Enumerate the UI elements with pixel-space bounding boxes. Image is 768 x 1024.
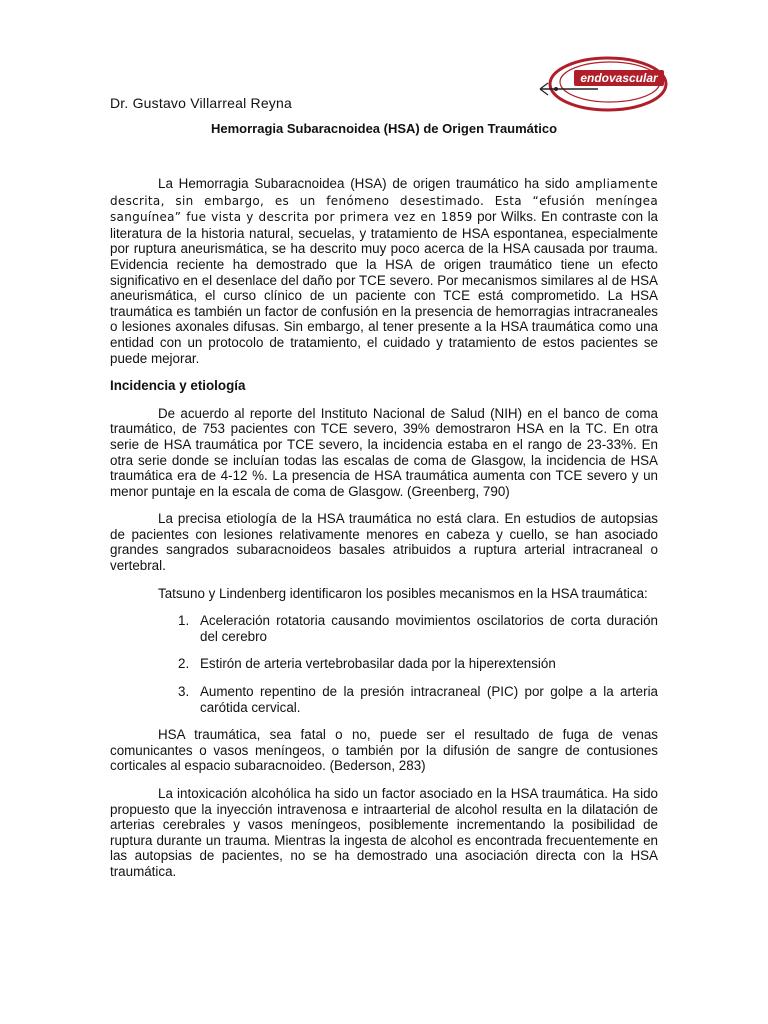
list-item-text: Aumento repentino de la presión intracraneal (PIC) por golpe a la arteria carótida cervical. (200, 684, 658, 715)
paragraph-alcohol: La intoxicación alcohólica ha sido un factor asociado en la HSA traumática. Ha sido propuesto que la inyección intravenosa e intraarterial de alcohol resulta en la dilatación de arterias cerebrales y vasos meníngeos, posiblemente incrementando la posibilidad de ruptura durante un trauma. Mientras la ingesta de alcohol es encontrada frecuentemente en las autopsias de pacientes, no se ha demostrado una asociación directa con la HSA traumática. (110, 786, 658, 879)
intro-text-3: por Wilks. En contraste con la literatura de la historia natural, secuelas, y tratamiento de HSA espontanea, especialmente por ruptura aneurismática, se ha descrito muy poco acerca de la HSA causada por trauma. Evidencia reciente ha demostrado que la HSA de origen traumático tiene un efecto significativo en el desenlace del daño por TCE severo. Por mecanismos similares al de HSA aneurismática, el curso clínico de un paciente con TCE está comprometido. La HSA traumática es también un factor de confusión en la presencia de hemorragias intracraneales o lesiones axonales difusas. Sin embargo, al tener presente a la HSA traumática como una entidad con un protocolo de tratamiento, el cuidado y tratamiento de estos pacientes se puede mejorar. (110, 209, 658, 366)
endovascular-logo (538, 48, 670, 120)
list-number: 3. (178, 684, 190, 700)
paragraph-mechanisms-intro: Tatsuno y Lindenberg identificaron los posibles mecanismos en la HSA traumática: (158, 585, 648, 601)
list-item (110, 684, 658, 715)
list-item-text: Estirón de arteria vertebrobasilar dada por la hiperextensión (200, 656, 556, 672)
section-heading: Incidencia y etiología (110, 378, 246, 394)
document-title: Hemorragia Subaracnoidea (HSA) de Origen Traumático (210, 121, 558, 136)
list-item (110, 613, 658, 644)
document-body (110, 176, 658, 892)
list-item-text: Aceleración rotatoria causando movimientos oscilatorios de corta duración del cerebro (200, 613, 658, 644)
list-number: 2. (178, 656, 190, 672)
list-item (110, 656, 658, 672)
intro-text-1: La Hemorragia Subaracnoidea (HSA) de origen traumático ha sido (158, 176, 576, 191)
list-number: 1. (178, 613, 190, 629)
mechanisms-list (110, 613, 658, 715)
intro-paragraph (110, 176, 658, 366)
paragraph-incidence: De acuerdo al reporte del Instituto Nacional de Salud (NIH) en el banco de coma traumático, de 753 pacientes con TCE severo, 39% demostraron HSA en la TC. En otra serie de HSA traumática por TCE severo, la incidencia estaba en el rango de 23-33%. En otra serie donde se incluían todas las escalas de coma de Glasgow, la incidencia de HSA traumática era de 4-12 %. La presencia de HSA traumática aumenta con TCE severo y un menor puntaje en la escala de coma de Glasgow. (Greenberg, 790) (110, 405, 658, 499)
logo-wordmark: endovascular (580, 71, 658, 85)
intro-text-2: ampliamente descrita, sin embargo, es un fenómeno desestimado. Esta “efusión meníngea sanguínea” fue vista y descrita por primera vez en 1859 (110, 177, 658, 225)
paragraph-leakage: HSA traumática, sea fatal o no, puede ser el resultado de fuga de venas comunicantes o vasos meníngeos, o también por la difusión de sangre de contusiones corticales al espacio subaracnoideo. (Bederson, 283) (110, 727, 658, 774)
paragraph-etiology: La precisa etiología de la HSA traumática no está clara. En estudios de autopsias de pacientes con lesiones relativamente menores en cabeza y cuello, se han asociado grandes sangrados subaracnoideos basales atribuidos a ruptura arterial intracraneal o vertebral. (110, 511, 658, 574)
author-name: Dr. Gustavo Villarreal Reyna (110, 95, 292, 111)
